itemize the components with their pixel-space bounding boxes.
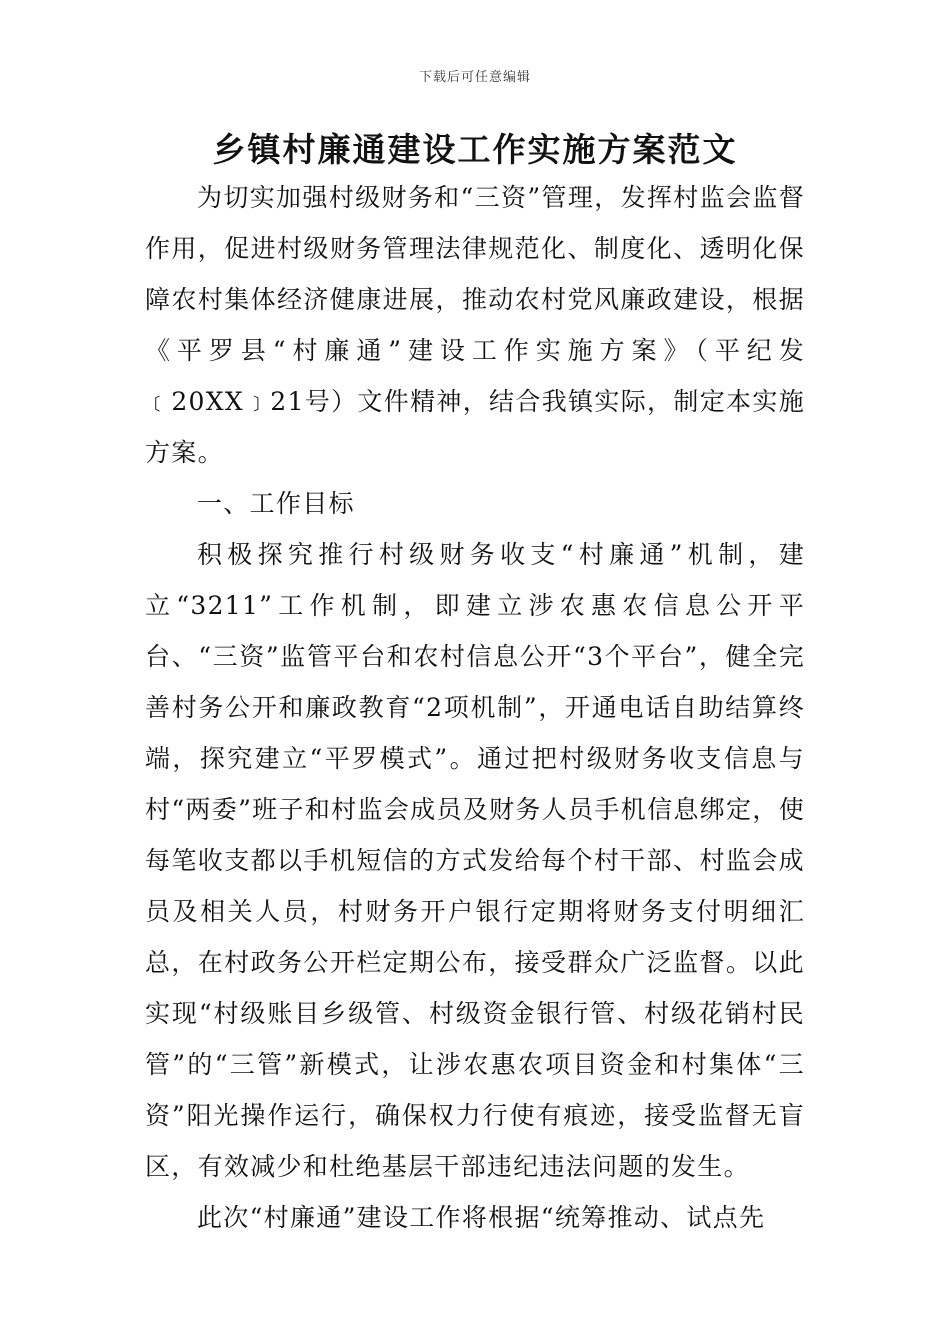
paragraph-continuation: 此次“村廉通”建设工作将根据“统筹推动、试点先 (197, 1203, 766, 1232)
document-body (145, 172, 805, 1243)
paragraph-goals: 积极探究推行村级财务收支“村廉通”机制，建立“3211”工作机制，即建立涉农惠农信息公开平台、“三资”监管平台和农村信息公开“3个平台”，健全完善村务公开和廉政教育“2项机制”，开通电话自助结算终端，探究建立“平罗模式”。通过把村级财务收支信息与村“两委”班子和村监会成员及财务人员手机信息绑定，使每笔收支都以手机短信的方式发给每个村干部、村监会成员及相关人员，村财务开户银行定期将财务支付明细汇总，在村政务公开栏定期公布，接受群众广泛监督。以此实现“村级账目乡级管、村级资金银行管、村级花销村民管”的“三管”新模式，让涉农惠农项目资金和村集体“三资”阳光操作运行，确保权力行使有痕迹，接受监督无盲区，有效减少和杜绝基层干部违纪违法问题的发生。 (145, 540, 805, 1181)
document-title: 乡镇村廉通建设工作实施方案范文 (212, 130, 738, 169)
page-header-note: 下载后可任意编辑 (418, 70, 531, 85)
paragraph-intro: 为切实加强村级财务和“三资”管理，发挥村监会监督作用，促进村级财务管理法律规范化、制度化、透明化保障农村集体经济健康进展，推动农村党风廉政建设，根据《平罗县“村廉通”建设工作实施方案》（平纪发﹝20XX﹞21号）文件精神，结合我镇实际，制定本实施方案。 (145, 183, 805, 467)
section-heading-goals: 一、工作目标 (197, 489, 355, 518)
